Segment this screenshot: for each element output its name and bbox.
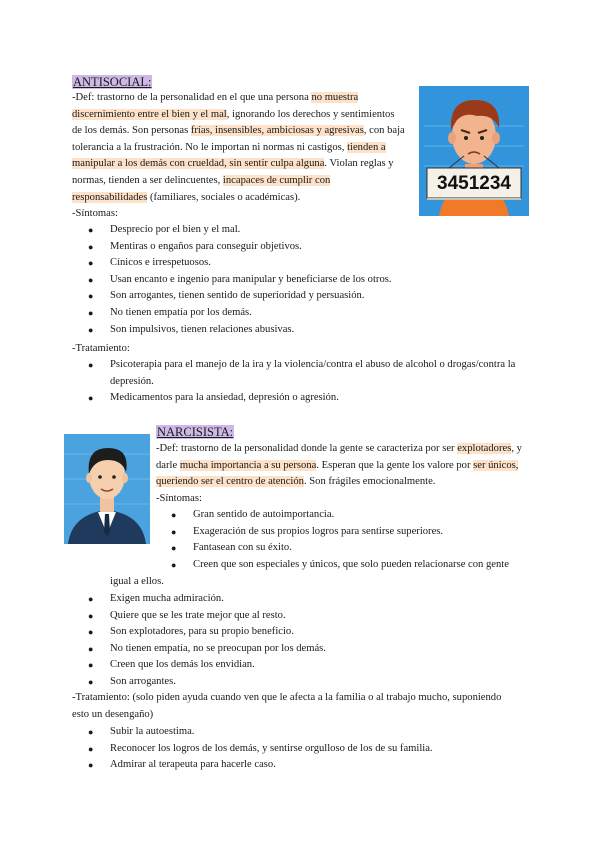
narcisista-sintomas-list-b	[88, 591, 326, 691]
antisocial-tratamiento-list	[88, 357, 530, 407]
businessman-illustration	[64, 434, 150, 544]
list-item: ● Gran sentido de autoimportancia.	[171, 509, 335, 520]
list-item: ● Exageración de sus propios logros para sentirse superiores.	[171, 525, 444, 537]
list-item: ● No tienen empatía por los demás.	[88, 306, 252, 318]
list-item: ● Son explotadores, para su propio beneficio.	[88, 626, 294, 638]
narcisista-sintomas-list-a	[171, 507, 509, 573]
list-item: ● Desprecio por el bien y el mal.	[88, 224, 241, 235]
list-item: ● Son arrogantes, tienen sentido de superioridad y persuasión.	[88, 290, 365, 302]
narcisista-definition: -Def: trastorno de la personalidad donde la gente se caracteriza por ser explotadores, y darle mucha importancia a su persona. Esperan que la gente los valore por ser únicos, queriendo ser el centro de atención. Son frágiles emocionalmente.	[156, 443, 522, 488]
list-item: ● Son impulsivos, tienen relaciones abusivas.	[88, 323, 295, 335]
list-item: ● Creen que son especiales y únicos, que solo pueden relacionarse con gente	[171, 558, 509, 570]
list-item: ● Creen que los demás los envidian.	[88, 659, 255, 671]
list-item: ● No tienen empatía, no se preocupan por los demás.	[88, 642, 326, 654]
list-item: ● Exigen mucha admiración.	[88, 593, 224, 604]
list-item: ● Medicamentos para la ansiedad, depresión o agresión.	[88, 392, 339, 404]
list-item: ● Admirar al terapeuta para hacerle caso.	[88, 759, 276, 771]
antisocial-tratamiento-label: -Tratamiento:	[72, 343, 130, 354]
narcisista-sintomas-label: -Síntomas:	[156, 493, 202, 504]
antisocial-sintomas-label: -Síntomas:	[72, 208, 118, 219]
list-item: ● Usan encanto e ingenio para manipular y beneficiarse de los otros.	[88, 273, 392, 285]
antisocial-title: ANTISOCIAL:	[73, 75, 152, 89]
narcisista-tratamiento-label: -Tratamiento: (solo piden ayuda cuando ven que le afecta a la familia o al trabajo mucho, suponiendo esto un desengaño)	[72, 692, 502, 720]
narcisista-tratamiento-list	[88, 724, 433, 774]
mugshot-number: 3451234	[437, 173, 511, 194]
antisocial-sintomas-list	[88, 222, 392, 338]
list-item: ● Cínicos e irrespetuosos.	[88, 257, 211, 269]
list-item: ● Son arrogantes.	[88, 675, 176, 687]
list-item: ● Quiere que se les trate mejor que al resto.	[88, 609, 286, 621]
mugshot-illustration	[419, 86, 529, 216]
list-item: ● Psicoterapia para el manejo de la ira y la violencia/contra el abuso de alcohol o drogas/contra la depresión.	[88, 359, 516, 387]
narcisista-title: NARCISISTA:	[157, 425, 234, 439]
antisocial-definition: -Def: trastorno de la personalidad en el que una persona no muestra discernimiento entre el bien y el mal, ignorando los derechos y sentimientos de los demás. Son personas frías, insensibles, ambiciosas y agresivas, con baja tolerancia a la frustración. No le importan ni normas ni castigos, tienden a manipular a los demás con crueldad, sin sentir culpa alguna. Violan reglas y normas, tienden a ser delincuentes, incapaces de cumplir con responsabilidades (familiares, sociales o académicas).	[72, 92, 405, 203]
list-item: ● Reconocer los logros de los demás, y sentirse orgulloso de los de su familia.	[88, 742, 433, 754]
list-item: ● Mentiras o engaños para conseguir objetivos.	[88, 240, 302, 252]
list-item: ● Subir la autoestima.	[88, 726, 195, 737]
narcisista-sintomas-continuation: igual a ellos.	[110, 576, 164, 587]
list-item: ● Fantasean con su éxito.	[171, 542, 292, 554]
